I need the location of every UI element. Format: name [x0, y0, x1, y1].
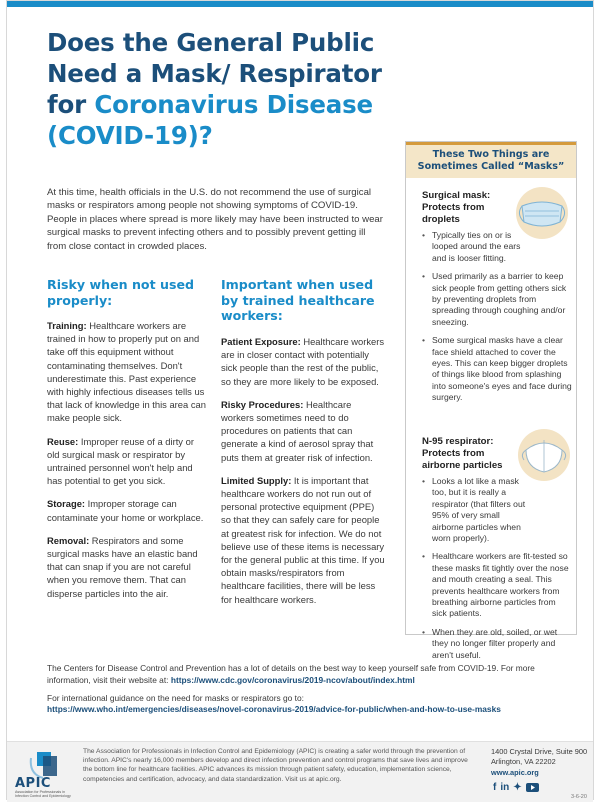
middle-column-heading: Important when used by trained healthcare workers: [221, 277, 375, 323]
n95-respirator-title: N-95 respirator: Protects from airborne particles [422, 436, 503, 472]
patient-exposure-item [221, 335, 385, 388]
item-label: Risky Procedures: [221, 398, 304, 410]
middle-column [221, 335, 385, 616]
item-label: Storage: [47, 498, 86, 510]
cdc-paragraph [47, 663, 577, 687]
surgical-mask-title: Surgical mask: Protects from droplets [422, 190, 491, 226]
apic-logo-subtitle: Association for Professionals in Infection Control and Epidemiology [15, 790, 71, 799]
masks-sidebar [405, 141, 577, 660]
resources-section [47, 663, 577, 716]
about-apic: The Association for Professionals in Infection Control and Epidemiology (APIC) is creating a safer world through the prevention of infection. APIC's nearly 16,000 members develop and direct infection prevention and control programs that save lives and improve the bottom line for healthcare facilities. APIC advances its mission through patient safety, education, implementation science, competencies and certification, advocacy, and data standardization. Visit us at apic.org. [83, 748, 468, 783]
address-line-2: Arlington, VA 22202 [491, 757, 556, 767]
item-label: Limited Supply: [221, 474, 292, 486]
linkedin-icon[interactable]: in [500, 782, 510, 793]
item-text: Improper reuse of a dirty or old surgical mask or respirator by untrained personnel won't help and has potential to get you sick. [47, 435, 194, 487]
cdc-text: The Centers for Disease Control and Prevention has a lot of details on the best way to keep yourself safe from COVID-19. For more information, visit their website at: [47, 663, 535, 685]
limited-supply-item [221, 474, 385, 606]
reuse-item [47, 435, 207, 488]
bullet: • When they are old, soiled, or wet they no longer filter properly and aren't useful. [422, 627, 572, 661]
cdc-link[interactable]: https://www.cdc.gov/coronavirus/2019-ncov/about/index.html [170, 674, 415, 685]
facebook-icon[interactable]: f [493, 782, 497, 793]
bullet: • Some surgical masks have a clear face shield attached to cover the eyes. This can keep bigger droplets of things like blood from splashing into someone's eyes and face during surgery. [422, 335, 572, 403]
sidebar-header: These Two Things are Sometimes Called “Masks” [406, 142, 576, 178]
item-text: Healthcare workers sometimes need to do procedures on patients that can generate a kind of aerosol spray that puts them at greater risk of infection. [221, 398, 374, 463]
item-text: Respirators and some surgical masks have an elastic band that can snap if you are not careful when you remove them. That can disperse particles into the air. [47, 534, 198, 599]
item-text: Healthcare workers are in closer contact with potentially sick people than the rest of the public, so they are more likely to be exposed. [221, 336, 385, 387]
title-line-2: Coronavirus Disease (COVID-19)? [47, 90, 373, 150]
risky-procedures-item [221, 398, 385, 464]
address-block [491, 747, 591, 778]
bullet: • Looks a lot like a mask too, but it is really a respirator (that filters out 95% of very small airborne particles when worn properly). [422, 476, 532, 544]
bullet: • Healthcare workers are fit-tested so these masks fit tightly over the nose and mouth creating a seal. This prevents healthcare workers from breathing airborne particles from sick patients. [422, 551, 572, 619]
address-line-1: 1400 Crystal Drive, Suite 900 [491, 747, 588, 756]
item-label: Reuse: [47, 435, 79, 447]
document-page [6, 0, 594, 800]
n95-respirator-icon [516, 428, 572, 482]
intro-paragraph: At this time, health officials in the U.S. do not recommend the use of surgical masks or respirators among people not showing symptoms of COVID-19. People in places where spread is more likely may have been instructed to wear surgical masks to prevent infecting others and to possibly prevent getting ill from close contact in crowded places. [47, 187, 383, 252]
item-label: Patient Exposure: [221, 336, 301, 347]
bullet: • Typically ties on or is looped around the ears and is looser fitting. [422, 230, 532, 264]
bullet: • Used primarily as a barrier to keep sick people from getting others sick by preventing droplets from spreading through coughing and/or sneezing. [422, 271, 572, 328]
who-text: For international guidance on the need for masks or respirators go to: [47, 692, 304, 703]
storage-item [47, 497, 207, 523]
n95-respirator-bullets [422, 476, 572, 668]
item-text: Improper storage can contaminate your home or workplace. [47, 498, 204, 523]
page-title [47, 27, 397, 151]
item-text: It is important that healthcare workers do not run out of personal protective equipment (PPE) so that they can safely care for people at greatest risk for infection. We do not believe use of these items is necessary for the general public at this time. If you obtain masks/respirators from healthcare facilities, there will be less for healthcare workers. [221, 474, 385, 605]
item-text: Healthcare workers are trained in how to properly put on and take off this equipment without contaminating themselves. Don't underestimate this. Past experience with highly infectious diseases tells us that lack of knowledge in this area can make people sick. [47, 320, 206, 424]
social-icons [493, 782, 539, 793]
top-accent-bar [7, 1, 593, 7]
left-column-heading: Risky when not used properly: [47, 277, 195, 308]
youtube-icon[interactable] [526, 783, 539, 792]
who-link[interactable]: https://www.who.int/emergencies/diseases/novel-coronavirus-2019/advice-for-public/when-and-how-to-use-masks [47, 704, 501, 715]
item-label: Training: [47, 320, 87, 331]
item-label: Removal: [47, 534, 90, 546]
footer-bar [7, 741, 593, 802]
training-item [47, 319, 207, 425]
revision-date: 3-6-20 [571, 794, 587, 800]
removal-item [47, 534, 207, 600]
twitter-icon[interactable]: ✦ [513, 782, 522, 793]
title-line-1: Does the General Public Need a Mask/ Respirator for [47, 28, 382, 119]
apic-logo-text: APIC [15, 776, 51, 791]
website-link[interactable]: www.apic.org [491, 767, 539, 777]
left-column [47, 319, 207, 610]
surgical-mask-bullets [422, 230, 572, 411]
